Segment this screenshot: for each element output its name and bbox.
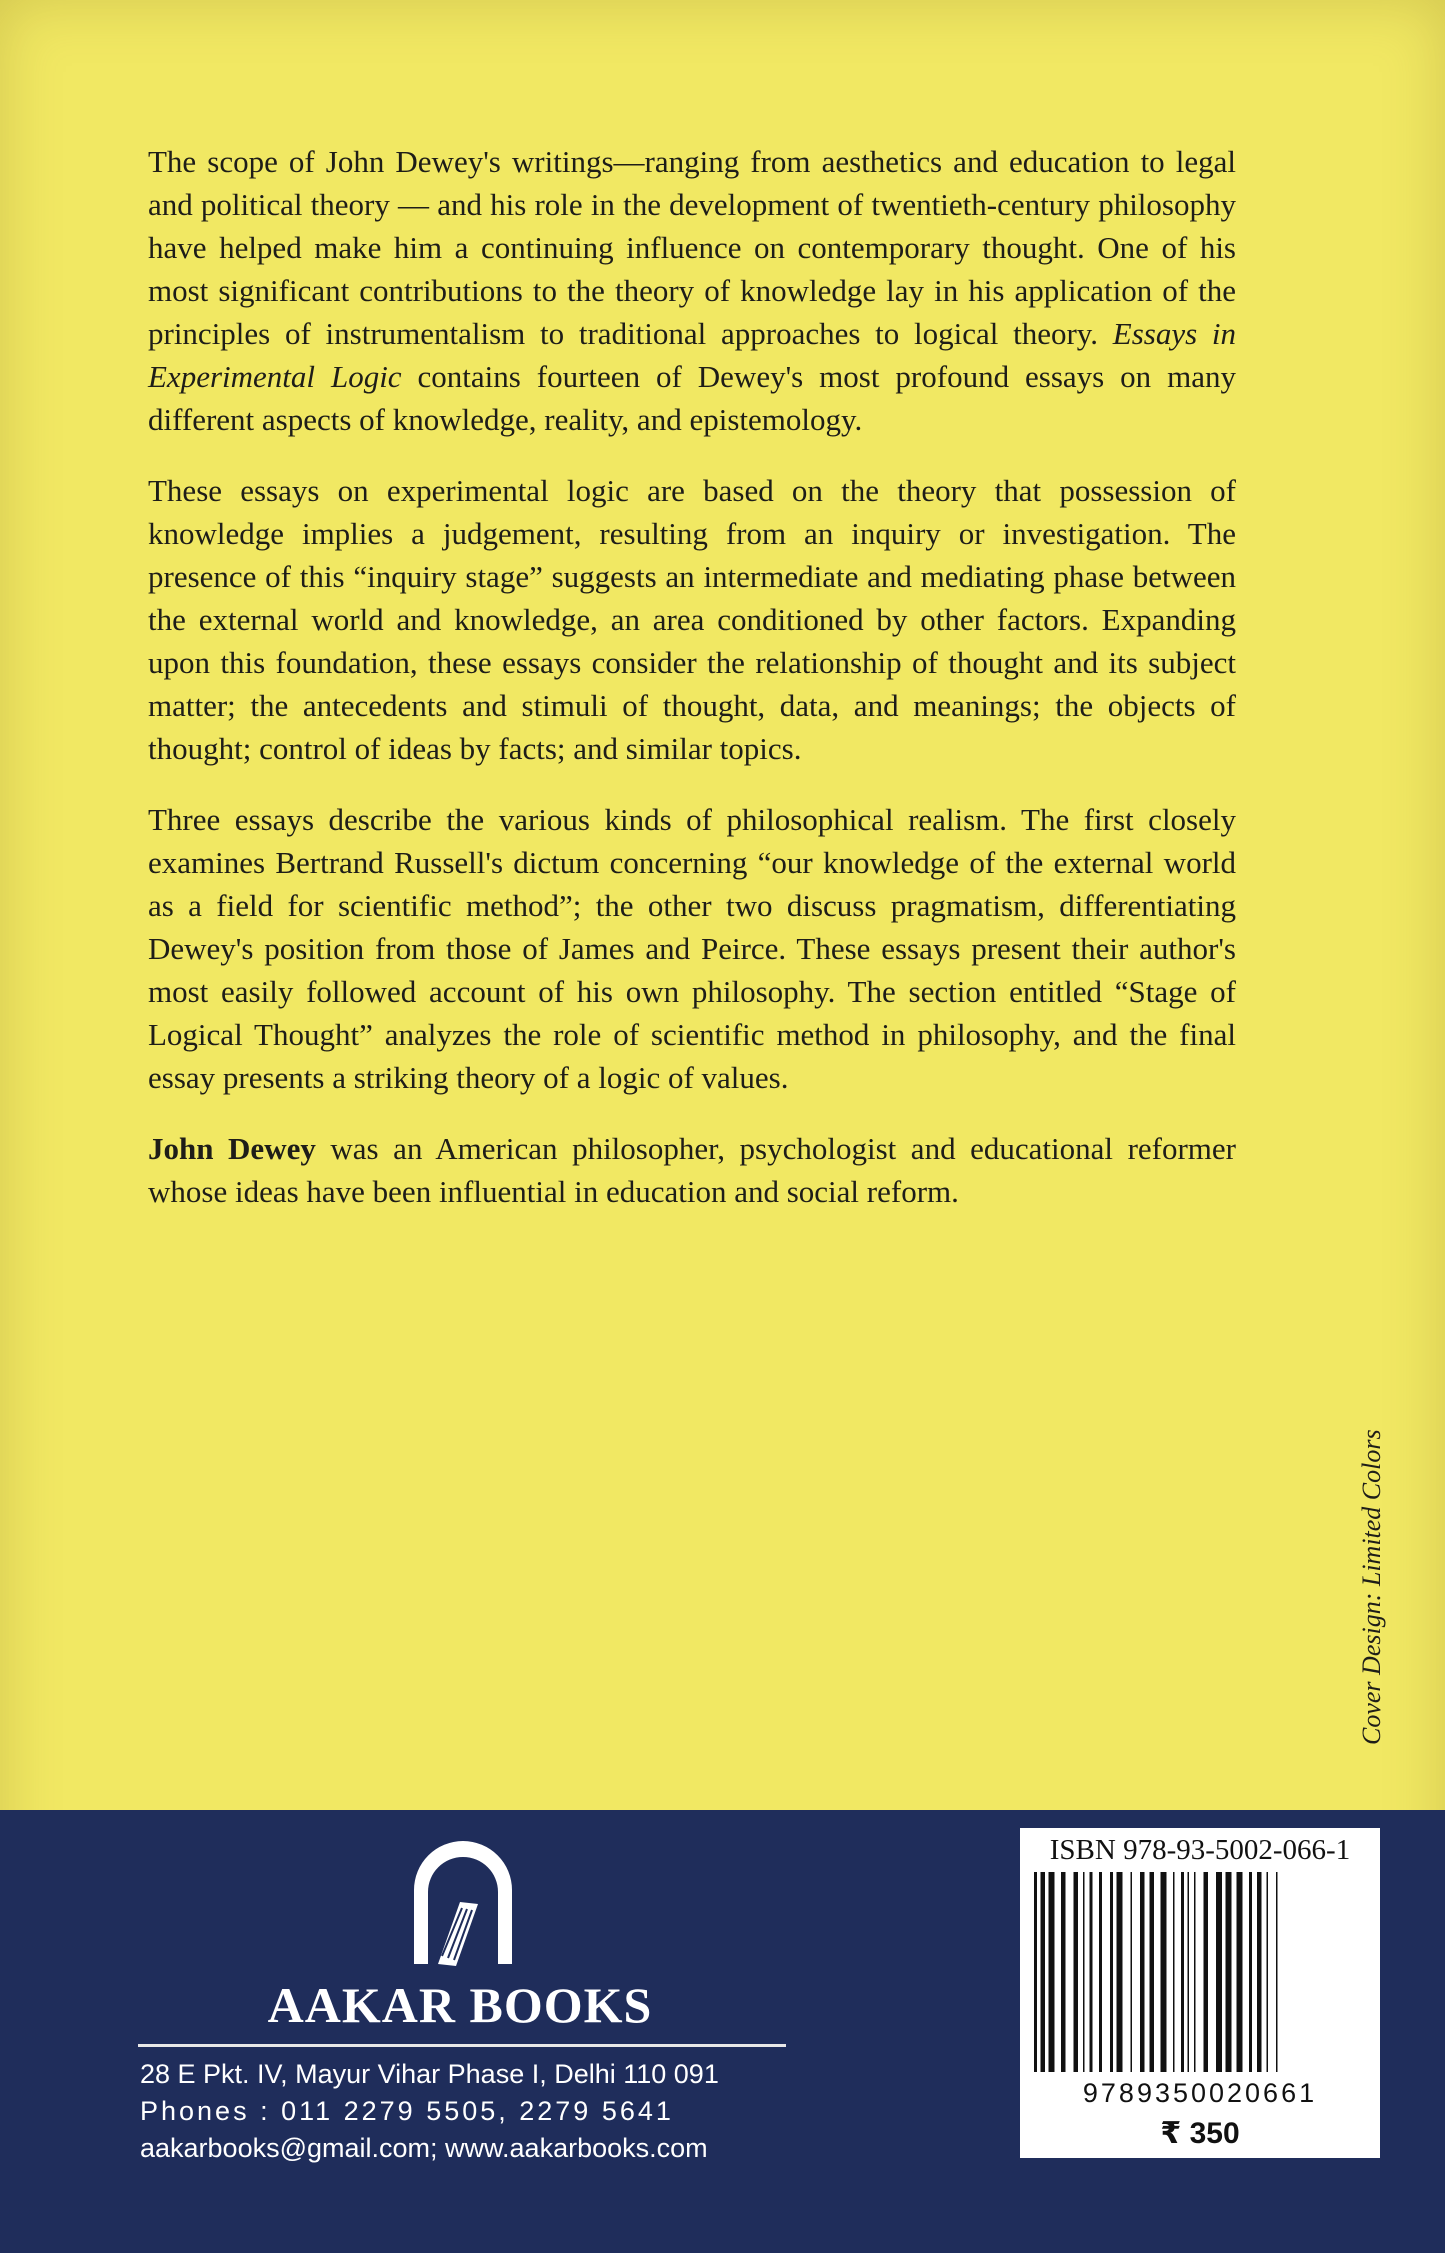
- author-name: John Dewey: [148, 1131, 316, 1166]
- barcode-bar: [1188, 1872, 1190, 2072]
- barcode-bar: [1090, 1872, 1093, 2072]
- barcode-bar: [1131, 1872, 1133, 2072]
- author-bio: John Dewey was an American philosopher, psychologist and educational reformer whose ideas have been influential in education and social reform.: [148, 1131, 1236, 1209]
- barcode-bar: [1049, 1872, 1055, 2072]
- barcode-bar: [1194, 1872, 1196, 2072]
- blurb-paragraph-2: These essays on experimental logic are based on the theory that possession of knowledge implies a judgement, resulting from an inquiry or investigation. The presence of this “inquiry stage” suggests an intermediate and mediating phase between the external world and knowledge, an area conditioned by other factors. Expanding upon this foundation, these essays consider the relationship of thought and its subject matter; the antecedents and stimuli of thought, data, and meanings; the objects of thought; control of ideas by facts; and similar topics.: [148, 473, 1236, 766]
- barcode-bar: [1226, 1872, 1232, 2072]
- barcode-bar: [1204, 1872, 1209, 2072]
- isbn-label: ISBN 978-93-5002-066-1: [1049, 1834, 1351, 1866]
- barcode-bar: [1276, 1872, 1278, 2072]
- barcode-bar: [1249, 1872, 1252, 2072]
- barcode-bar: [1117, 1872, 1123, 2072]
- publisher-address-block: [140, 2056, 790, 2167]
- barcode-digits: 9789350020661: [1082, 2078, 1318, 2108]
- publisher-divider: [138, 2044, 786, 2047]
- publisher-contact: aakarbooks@gmail.com; www.aakarbooks.com: [140, 2133, 708, 2163]
- barcode: [1030, 1872, 1370, 2072]
- barcode-bar: [1083, 1872, 1085, 2072]
- blurb-paragraph-3: Three essays describe the various kinds of philosophical realism. The first closely examines Bertrand Russell's dictum concerning “our knowledge of the external world as a field for scientific method”; the other two discuss pragmatism, differentiating Dewey's position from those of James and Peirce. These essays present their author's most easily followed account of his own philosophy. The section entitled “Stage of Logical Thought” analyzes the role of scientific method in philosophy, and the final essay presents a striking theory of a logic of values.: [148, 802, 1236, 1095]
- barcode-bar: [1257, 1872, 1262, 2072]
- price: ₹ 350: [1160, 2117, 1240, 2150]
- barcode-bar: [1110, 1872, 1113, 2072]
- cover-design-credit: Cover Design: Limited Colors: [1357, 1429, 1386, 1745]
- barcode-bar: [1161, 1872, 1167, 2072]
- barcode-bar: [1173, 1872, 1175, 2072]
- barcode-bar: [1061, 1872, 1066, 2072]
- barcode-bar: [1041, 1872, 1046, 2072]
- barcode-bar: [1267, 1872, 1269, 2072]
- barcode-bar: [1150, 1872, 1155, 2072]
- blurb-paragraph-1: The scope of John Dewey's writings—ranging from aesthetics and education to legal and political theory — and his role in the development of twentieth-century philosophy have helped make him a continuing influence on contemporary thought. One of his most significant contributions to the theory of knowledge lay in his application of the principles of instrumentalism to traditional approaches to logical theory. Essays in Experimental Logic contains fourteen of Dewey's most profound essays on many different aspects of knowledge, reality, and epistemology.: [148, 144, 1237, 437]
- barcode-bar: [1181, 1872, 1184, 2072]
- book-title: Essays in Experimental Logic: [148, 316, 1237, 394]
- barcode-bar: [1216, 1872, 1222, 2072]
- book-arch-logo-icon: [404, 1832, 522, 1972]
- barcode-bar: [1140, 1872, 1145, 2072]
- publisher-address: 28 E Pkt. IV, Mayur Vihar Phase I, Delhi 110 091: [140, 2059, 719, 2089]
- publisher-phones: Phones : 011 2279 5505, 2279 5641: [140, 2096, 674, 2126]
- barcode-bar: [1099, 1872, 1102, 2072]
- barcode-bar: [1237, 1872, 1243, 2072]
- barcode-bar: [1074, 1872, 1079, 2072]
- barcode-bar: [1034, 1872, 1037, 2072]
- blurb: [148, 140, 1236, 1241]
- publisher-name: AAKAR BOOKS: [267, 1977, 653, 2033]
